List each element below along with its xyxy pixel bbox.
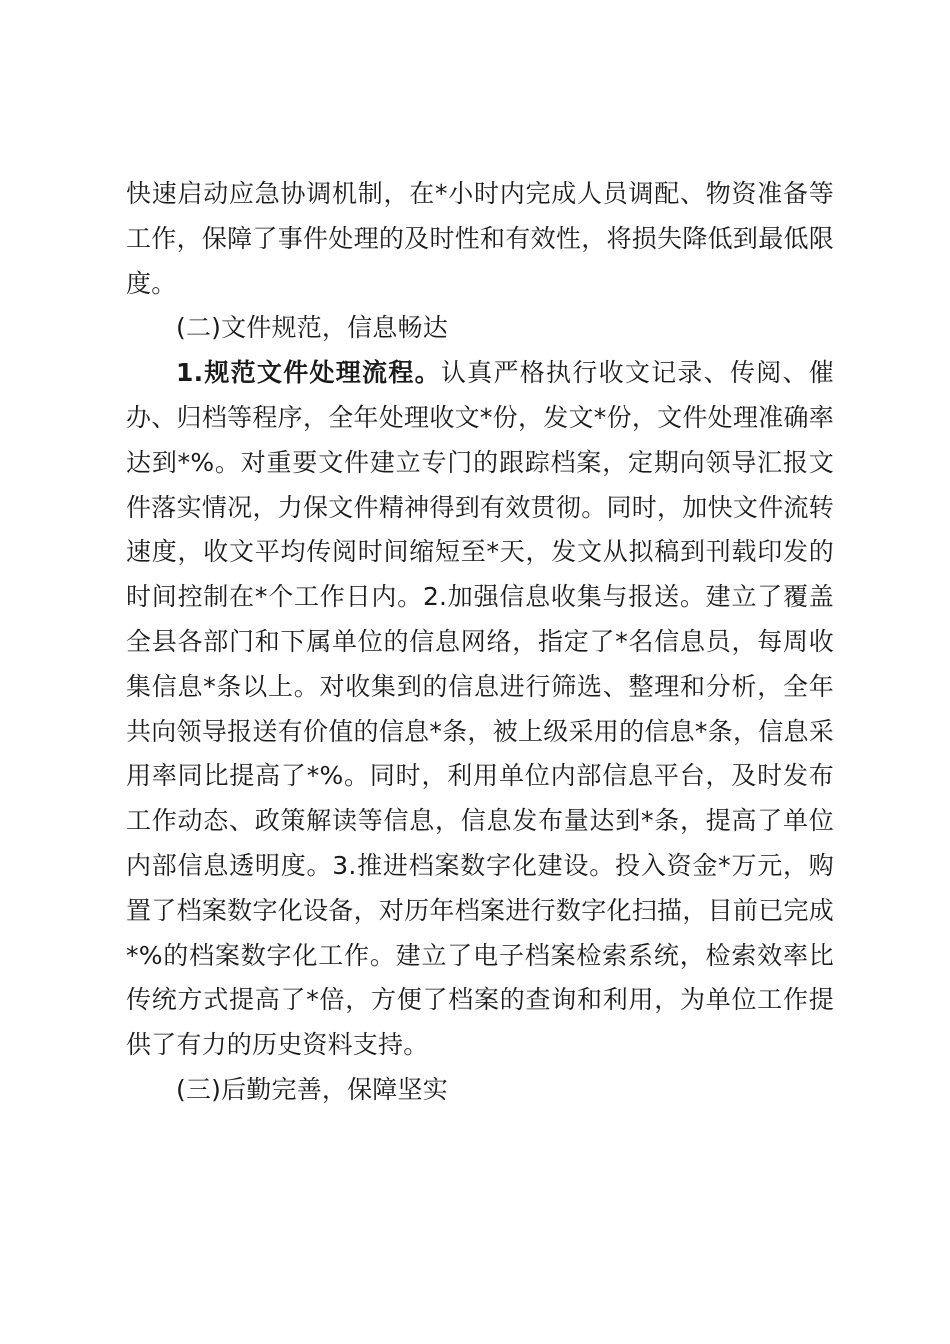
section-heading-2: (二)文件规范，信息畅达: [176, 313, 448, 343]
paragraph-body: 认真严格执行收文记录、传阅、催办、归档等程序，全年处理收文*份，发文*份，文件处理准确率达到*%。对重要文件建立专门的跟踪档案，定期向领导汇报文件落实情况，力保文件精神得到有效贯彻。同时，加快文件流转速度，收文平均传阅时间缩短至*天，发文从拟稿到刊载印发的时间控制在*个工作日内。2.加强信息收集与报送。建立了覆盖全县各部门和下属单位的信息网络，指定了*名信息员，每周收集信息*条以上。对收集到的信息进行筛选、整理和分析，全年共向领导报送有价值的信息*条，被上级采用的信息*条，信息采用率同比提高了*%。同时，利用单位内部信息平台，及时发布工作动态、政策解读等信息，信息发布量达到*条，提高了单位内部信息透明度。3.推进档案数字化建设。投入资金*万元，购置了档案数字化设备，对历年档案进行数字化扫描，目前已完成*%的档案数字化工作。建立了电子档案检索系统，检索效率比传统方式提高了*倍，方便了档案的查询和利用，为单位工作提供了有力的历史资料支持。: [126, 358, 834, 1060]
paragraph-lead-title: 1.规范文件处理流程。: [176, 358, 441, 388]
paragraph-document-standards: [126, 351, 834, 1068]
paragraph-continuation: 快速启动应急协调机制，在*小时内完成人员调配、物资准备等工作，保障了事件处理的及时性和有效性，将损失降低到最低限度。: [126, 179, 834, 298]
section-heading-3: (三)后勤完善，保障坚实: [176, 1074, 448, 1104]
document-page: [126, 172, 834, 1113]
